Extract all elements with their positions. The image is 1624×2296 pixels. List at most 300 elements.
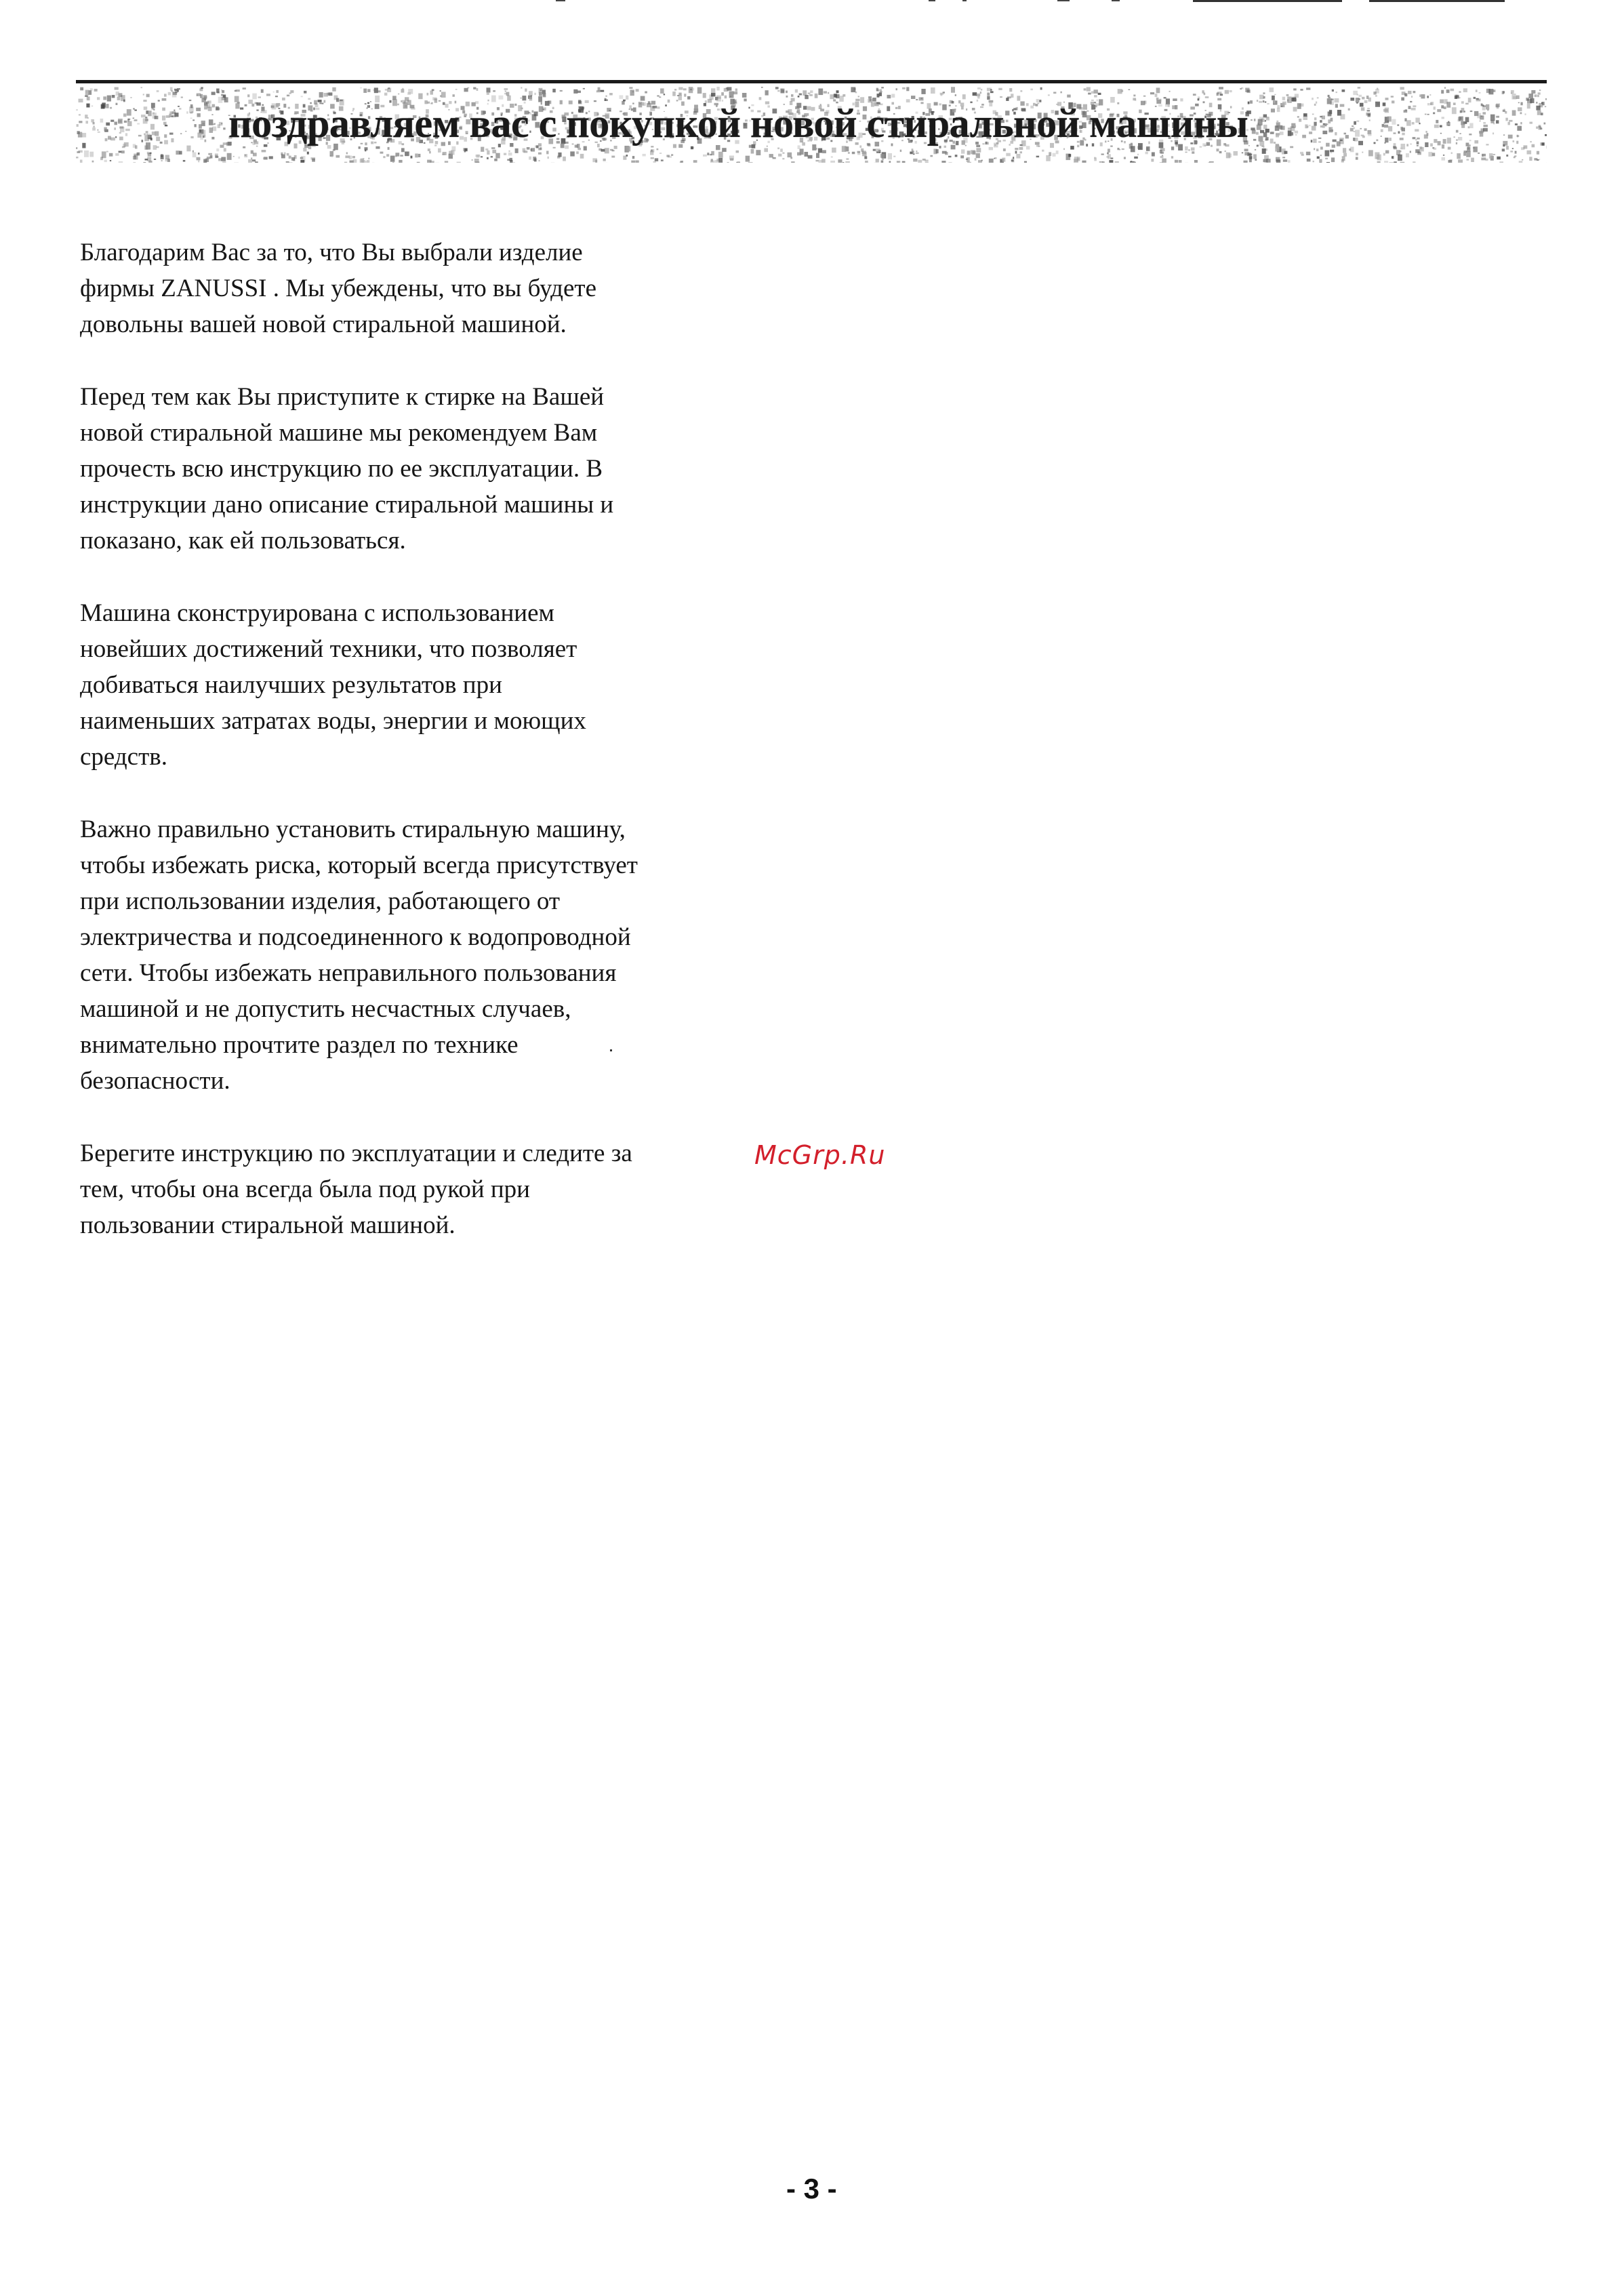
dither-dot	[208, 153, 212, 155]
dither-dot	[127, 109, 131, 116]
dither-dot	[1454, 136, 1455, 138]
dither-dot	[1294, 125, 1296, 127]
dither-dot	[1259, 136, 1263, 142]
dither-dot	[1374, 142, 1376, 144]
dither-dot	[180, 133, 182, 134]
dither-dot	[1257, 100, 1258, 102]
dither-dot	[1446, 89, 1450, 93]
dither-dot	[86, 104, 89, 108]
dither-dot	[405, 152, 410, 156]
dither-dot	[1448, 160, 1453, 163]
dither-dot	[1316, 102, 1317, 104]
dither-dot	[987, 93, 990, 96]
dither-dot	[487, 92, 489, 95]
dither-dot	[82, 143, 85, 148]
dither-dot	[1377, 156, 1379, 159]
dither-dot	[893, 156, 895, 157]
dither-dot	[156, 137, 160, 142]
dither-dot	[1468, 126, 1470, 128]
dither-dot	[1516, 141, 1518, 144]
text-line: новой стиральной машине мы рекомендуем Вам	[80, 419, 598, 447]
dither-dot	[1486, 144, 1488, 145]
dither-dot	[824, 91, 827, 94]
dither-dot	[1020, 151, 1023, 153]
dither-dot	[107, 96, 111, 102]
dither-dot	[1484, 125, 1488, 127]
dither-dot	[1320, 116, 1322, 117]
text-line: электричества и подсоединенного к водопроводной	[80, 923, 631, 951]
dither-dot	[913, 159, 917, 162]
dither-dot	[1427, 103, 1430, 106]
dither-dot	[1341, 114, 1345, 119]
dither-dot	[148, 110, 152, 116]
dither-dot	[1478, 153, 1480, 154]
dither-dot	[220, 145, 224, 148]
dither-dot	[799, 94, 802, 96]
dither-dot	[346, 153, 348, 155]
dither-dot	[160, 142, 163, 144]
dither-dot	[1042, 150, 1044, 152]
dither-dot	[138, 135, 142, 137]
dither-dot	[1280, 126, 1284, 130]
dither-dot	[353, 159, 357, 163]
dither-dot	[693, 160, 697, 163]
dither-dot	[367, 160, 369, 163]
text-line: инструкции дано описание стиральной машины и	[80, 491, 614, 519]
dither-dot	[204, 102, 207, 106]
dither-dot	[552, 89, 556, 92]
dither-dot	[981, 160, 983, 161]
dither-dot	[1417, 142, 1419, 145]
dither-dot	[203, 136, 204, 138]
dither-dot	[115, 122, 118, 125]
watermark-logo: McGrp.Ru	[754, 1140, 886, 1170]
dither-dot	[798, 96, 800, 98]
dither-dot	[384, 93, 387, 96]
dither-dot	[455, 89, 458, 90]
dither-dot	[1508, 135, 1513, 139]
dither-dot	[1469, 134, 1471, 135]
dither-dot	[330, 155, 331, 157]
dither-dot	[1110, 158, 1113, 159]
dither-dot	[1327, 98, 1332, 104]
dither-dot	[1385, 98, 1389, 100]
dither-dot	[97, 97, 100, 100]
dither-dot	[888, 153, 892, 159]
dither-dot	[533, 157, 536, 161]
dither-dot	[1328, 119, 1331, 123]
dither-dot	[211, 137, 214, 140]
dither-dot	[1241, 87, 1244, 89]
dither-dot	[1456, 130, 1459, 133]
dither-dot	[352, 156, 355, 158]
dither-dot	[378, 90, 380, 92]
dither-dot	[165, 155, 169, 160]
dither-dot	[1006, 153, 1011, 157]
dither-dot	[1506, 155, 1508, 157]
dither-dot	[1469, 140, 1471, 141]
dither-dot	[107, 104, 108, 105]
dither-dot	[1276, 159, 1281, 163]
dither-dot	[976, 148, 981, 153]
dither-dot	[1101, 154, 1104, 155]
dither-dot	[94, 89, 98, 92]
dither-dot	[1355, 130, 1360, 137]
dither-dot	[729, 156, 734, 160]
dither-dot	[388, 87, 390, 89]
dither-dot	[110, 107, 112, 109]
dither-dot	[1287, 96, 1292, 103]
dither-dot	[1108, 148, 1110, 153]
dither-dot	[1473, 146, 1478, 152]
dither-dot	[940, 93, 942, 96]
dither-dot	[769, 154, 773, 157]
dither-dot	[1255, 159, 1257, 161]
dither-dot	[106, 123, 110, 126]
dither-dot	[761, 87, 763, 88]
dither-dot	[1536, 102, 1537, 103]
dither-dot	[147, 152, 149, 155]
dither-dot	[815, 148, 817, 150]
dither-dot	[1030, 89, 1033, 91]
dither-dot	[504, 88, 508, 90]
dither-dot	[1482, 112, 1486, 115]
dither-dot	[190, 136, 193, 138]
dither-dot	[534, 93, 535, 95]
dither-dot	[332, 87, 336, 92]
dither-dot	[1458, 137, 1462, 140]
dither-dot	[190, 118, 192, 119]
dither-dot	[1251, 119, 1253, 121]
dither-dot	[1313, 161, 1314, 162]
dither-dot	[521, 87, 522, 88]
dither-dot	[736, 150, 739, 153]
dither-dot	[1417, 138, 1420, 140]
dither-dot	[383, 156, 385, 158]
dither-dot	[1252, 129, 1256, 134]
text-line: Важно правильно установить стиральную машину,	[80, 815, 626, 843]
dither-dot	[951, 87, 955, 93]
dither-dot	[1424, 134, 1428, 138]
dither-dot	[293, 159, 295, 161]
dither-dot	[1394, 132, 1396, 134]
dither-dot	[843, 162, 844, 163]
dither-dot	[1481, 104, 1483, 106]
dither-dot	[659, 153, 662, 154]
dither-dot	[1458, 159, 1463, 163]
dither-dot	[1314, 104, 1316, 106]
dither-dot	[808, 93, 811, 94]
dither-dot	[125, 129, 130, 131]
dither-dot	[464, 150, 466, 153]
dither-dot	[142, 140, 144, 142]
dither-dot	[1430, 143, 1433, 146]
text-line: Берегите инструкцию по эксплуатации и следите за	[80, 1140, 632, 1167]
dither-dot	[777, 90, 779, 92]
dither-dot	[1319, 159, 1322, 163]
dither-dot	[1068, 154, 1071, 157]
dither-dot	[1330, 150, 1334, 153]
dither-dot	[1109, 160, 1113, 163]
dither-dot	[1537, 110, 1541, 115]
dither-dot	[121, 150, 125, 153]
dither-dot	[1461, 125, 1465, 128]
dither-dot	[1406, 120, 1411, 126]
dither-dot	[780, 148, 783, 152]
dither-dot	[154, 159, 156, 160]
dither-dot	[1300, 152, 1303, 155]
dither-dot	[495, 153, 500, 159]
dither-dot	[1328, 97, 1331, 98]
dither-dot	[1512, 110, 1516, 116]
dither-dot	[1217, 93, 1219, 96]
dither-dot	[329, 92, 333, 96]
dither-dot	[1413, 161, 1415, 163]
dither-dot	[636, 89, 639, 92]
page-number: - 3 -	[786, 2173, 837, 2204]
dither-dot	[529, 91, 533, 95]
dither-dot	[1284, 151, 1288, 155]
dither-dot	[173, 92, 177, 95]
dither-dot	[192, 153, 197, 158]
dither-dot	[176, 150, 179, 155]
dither-dot	[1415, 129, 1419, 132]
dither-dot	[882, 158, 884, 160]
dither-dot	[1003, 148, 1006, 151]
dither-dot	[415, 154, 418, 158]
dither-dot	[263, 157, 265, 159]
dither-dot	[1519, 161, 1523, 163]
dither-dot	[1502, 148, 1505, 151]
dither-dot	[197, 94, 201, 96]
dither-dot	[1302, 135, 1306, 138]
dither-dot	[399, 160, 402, 163]
dither-dot	[1459, 117, 1463, 121]
dither-dot	[1410, 101, 1412, 102]
dither-dot	[215, 156, 218, 159]
dither-dot	[1387, 116, 1392, 120]
dither-dot	[1539, 89, 1541, 91]
dither-dot	[1401, 144, 1406, 149]
dither-dot	[361, 159, 364, 163]
dither-dot	[1314, 148, 1315, 150]
dither-dot	[427, 93, 429, 96]
dither-dot	[981, 89, 982, 91]
dither-dot	[1317, 97, 1319, 98]
dither-dot	[1505, 111, 1507, 114]
dither-dot	[1016, 154, 1020, 159]
dither-dot	[1348, 108, 1350, 110]
dither-dot	[671, 154, 673, 156]
dither-dot	[324, 93, 328, 97]
dither-dot	[1542, 142, 1545, 146]
dither-dot	[507, 159, 510, 161]
dither-dot	[79, 99, 83, 103]
dither-dot	[1385, 142, 1386, 144]
dither-dot	[1442, 157, 1446, 161]
dither-dot	[146, 131, 148, 133]
dither-dot	[1309, 125, 1311, 126]
dither-dot	[1440, 133, 1442, 134]
dither-dot	[660, 88, 664, 94]
dither-dot	[162, 116, 165, 121]
dither-dot	[1216, 148, 1219, 152]
dither-dot	[1137, 154, 1139, 155]
dither-dot	[1115, 161, 1119, 163]
dither-dot	[1335, 132, 1337, 136]
text-line: добиваться наилучших результатов при	[80, 671, 502, 699]
dither-dot	[1483, 122, 1486, 124]
dither-dot	[1150, 92, 1154, 94]
dither-dot	[1228, 154, 1232, 158]
dither-dot	[141, 115, 146, 117]
dither-dot	[213, 124, 215, 125]
dither-dot	[861, 148, 864, 152]
dither-dot	[721, 92, 724, 96]
dither-dot	[1244, 149, 1249, 152]
dither-dot	[92, 127, 96, 131]
dither-dot	[1323, 123, 1325, 125]
dither-dot	[1461, 108, 1465, 113]
dither-dot	[244, 154, 247, 157]
dither-dot	[189, 100, 192, 101]
dither-dot	[1539, 125, 1541, 127]
dither-dot	[1249, 159, 1252, 162]
dither-dot	[143, 100, 146, 102]
dither-dot	[135, 145, 138, 148]
dither-dot	[631, 161, 635, 163]
dither-dot	[852, 152, 855, 155]
dither-dot	[1442, 144, 1444, 148]
dither-dot	[380, 152, 384, 154]
dither-dot	[1266, 159, 1270, 163]
dither-dot	[504, 153, 506, 155]
dither-dot	[1053, 92, 1056, 94]
dither-dot	[85, 96, 88, 97]
dither-dot	[251, 158, 252, 160]
dither-dot	[1303, 116, 1308, 120]
dither-dot	[632, 156, 634, 159]
dither-dot	[453, 94, 455, 97]
dither-dot	[90, 88, 93, 90]
dither-dot	[91, 119, 94, 123]
dither-dot	[115, 136, 117, 138]
dither-dot	[1410, 151, 1411, 153]
dither-dot	[155, 132, 159, 136]
dither-dot	[110, 120, 114, 122]
dither-dot	[1438, 141, 1441, 145]
dither-dot	[876, 89, 879, 92]
dither-dot	[363, 89, 367, 93]
dither-dot	[134, 119, 138, 121]
dither-dot	[438, 148, 441, 153]
dither-dot	[143, 119, 148, 124]
dither-dot	[1303, 113, 1307, 117]
dither-dot	[87, 96, 90, 100]
dither-dot	[251, 150, 253, 154]
dither-dot	[1160, 152, 1164, 154]
dither-dot	[1332, 89, 1334, 92]
dither-dot	[828, 92, 829, 94]
dither-dot	[1368, 133, 1371, 136]
dither-dot	[177, 89, 179, 92]
dither-dot	[1131, 161, 1133, 162]
dither-dot	[1305, 125, 1307, 129]
dither-dot	[661, 159, 664, 161]
dither-dot	[262, 150, 266, 152]
dither-dot	[1254, 119, 1256, 121]
dither-dot	[645, 92, 647, 94]
dither-dot	[1341, 159, 1344, 163]
dither-dot	[221, 94, 223, 96]
dither-dot	[133, 118, 135, 119]
dither-dot	[367, 89, 370, 92]
dither-dot	[144, 146, 148, 150]
dither-dot	[127, 121, 132, 126]
dither-dot	[976, 94, 981, 96]
dither-dot	[943, 92, 945, 93]
dither-dot	[577, 148, 581, 150]
dither-dot	[941, 161, 946, 163]
dither-dot	[1474, 140, 1478, 144]
dither-dot	[609, 93, 613, 95]
dither-dot	[1356, 153, 1358, 156]
dither-dot	[1364, 100, 1368, 103]
dither-dot	[89, 90, 92, 95]
dither-dot	[79, 114, 81, 115]
dither-dot	[1482, 154, 1484, 157]
dither-dot	[164, 94, 167, 96]
dither-dot	[207, 100, 211, 103]
dither-dot	[221, 123, 222, 125]
dither-dot	[165, 159, 167, 161]
dither-dot	[876, 159, 879, 162]
dither-dot	[1425, 114, 1427, 115]
dither-dot	[1534, 158, 1537, 160]
dither-dot	[1515, 123, 1518, 125]
dither-dot	[1002, 158, 1005, 162]
dither-dot	[1531, 90, 1535, 94]
dither-dot	[1427, 96, 1429, 98]
dither-dot	[1383, 102, 1386, 106]
dither-dot	[100, 119, 104, 123]
dither-dot	[92, 161, 94, 163]
dither-dot	[1461, 121, 1465, 125]
dither-dot	[487, 157, 489, 159]
dither-dot	[1013, 157, 1014, 159]
dither-dot	[1535, 94, 1537, 97]
dither-dot	[906, 87, 909, 91]
dither-dot	[476, 88, 479, 91]
dither-dot	[538, 160, 540, 161]
dither-dot	[117, 96, 121, 100]
dither-dot	[1193, 94, 1196, 96]
dither-dot	[1313, 139, 1316, 143]
dither-dot	[1160, 148, 1165, 151]
dither-dot	[164, 140, 168, 144]
dither-dot	[1383, 153, 1385, 156]
paragraph-technology	[80, 595, 798, 775]
dither-dot	[1413, 105, 1416, 107]
dither-dot	[1156, 87, 1160, 93]
dither-dot	[538, 153, 542, 155]
dither-dot	[674, 89, 676, 91]
dither-dot	[1280, 132, 1284, 135]
dither-dot	[1225, 90, 1229, 94]
dither-dot	[192, 150, 194, 153]
dither-dot	[162, 98, 167, 101]
dither-dot	[902, 87, 906, 89]
